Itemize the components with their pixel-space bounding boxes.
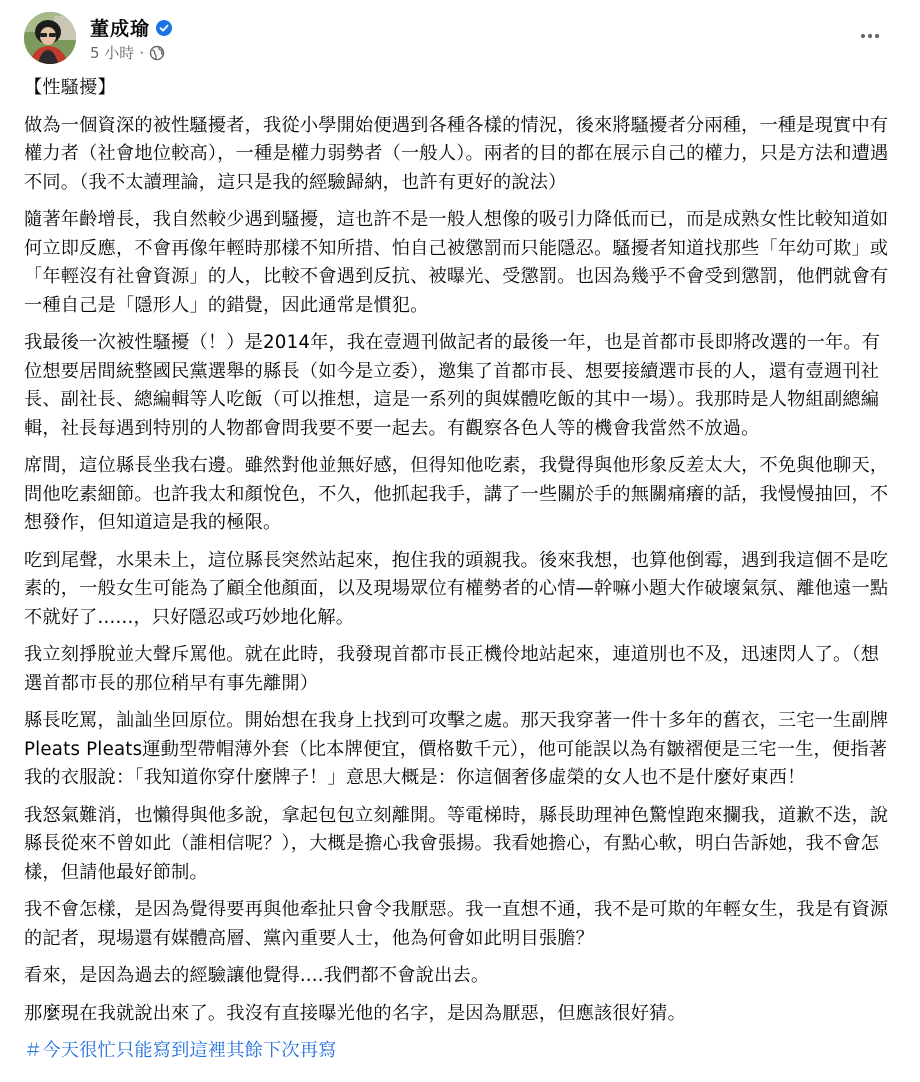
- post-header: [24, 12, 896, 64]
- post-paragraph: 看來，是因為過去的經驗讓他覺得....我們都不會說出去。: [24, 965, 490, 986]
- post-paragraph: 我最後一次被性騷擾（！）是2014年，我在壹週刊做記者的最後一年，也是首都市長即將改選的一年。有位想要居間統整國民黨選舉的縣長（如今是立委），邀集了首都市長、想要接續選市長的人，還有壹週刊社長、副社長、總編輯等人吃飯（可以推想，這是一系列的與媒體吃飯的其中一場）。我那時是人物組副總編輯，社長每遇到特別的人物都會問我要不要一起去。有觀察各色人等的機會我當然不放過。: [24, 332, 881, 439]
- post-paragraph: 我立刻掙脫並大聲斥罵他。就在此時，我發現首都市長正機伶地站起來，連道別也不及，迅速閃人了。（想選首都市長的那位稍早有事先離開）: [24, 644, 880, 694]
- post-meta: [90, 42, 165, 63]
- author-name[interactable]: 董成瑜: [90, 18, 151, 40]
- post-paragraph: 我不會怎樣，是因為覺得要再與他牽扯只會令我厭惡。我一直想不通，我不是可欺的年輕女生，我是有資源的記者，現場還有媒體高層、黨內重要人士，他為何會如此明目張膽？: [24, 899, 889, 949]
- post-paragraph: 我怒氣難消，也懶得與他多說，拿起包包立刻離開。等電梯時，縣長助理神色驚惶跑來攔我，道歉不迭，說縣長從來不曾如此（誰相信呢？），大概是擔心我會張揚。我看她擔心，有點心軟，明白告訴她，我不會怎樣，但請他最好節制。: [24, 804, 889, 883]
- post-paragraph: 那麼現在我就說出來了。我沒有直接曝光他的名字，是因為厭惡，但應該很好猜。: [24, 1002, 686, 1024]
- post-body: [24, 74, 890, 1075]
- more-horizontal-icon: [858, 24, 882, 48]
- author-line: [90, 14, 172, 41]
- post-paragraph: 吃到尾聲，水果未上，這位縣長突然站起來，抱住我的頭親我。後來我想，也算他倒霉，遇到我這個不是吃素的，一般女生可能為了顧全他顏面，以及現場眾位有權勢者的心情—幹嘛小題大作破壞氣氛、離他遠一點不就好了......，只好隱忍或巧妙地化解。: [24, 549, 889, 628]
- post-timestamp[interactable]: 5 小時: [90, 44, 135, 62]
- globe-icon[interactable]: [149, 45, 165, 61]
- more-options-button[interactable]: [852, 18, 888, 54]
- author-avatar[interactable]: [24, 12, 76, 64]
- avatar-image: [24, 12, 76, 64]
- post-paragraph: 席間，這位縣長坐我右邊。雖然對他並無好感，但得知他吃素，我覺得與他形象反差太大，不免與他聊天，問他吃素細節。也許我太和顏悅色，不久，他抓起我手，講了一些關於手的無關痛癢的話，我慢慢抽回，不想發作，但知道這是我的極限。: [24, 455, 889, 533]
- post-paragraph: 做為一個資深的被性騷擾者，我從小學開始便遇到各種各樣的情況，後來將騷擾者分兩種，一種是現實中有權力者（社會地位較高），一種是權力弱勢者（一般人）。兩者的目的都在展示自己的權力，只是方法和遭遇不同。（我不太讀理論，這只是我的經驗歸納，也許有更好的說法）: [24, 114, 889, 193]
- post-title: 【性騷擾】: [24, 77, 116, 98]
- hashtag-link[interactable]: ＃今天很忙只能寫到這裡其餘下次再寫: [24, 1040, 337, 1061]
- post-paragraph: 隨著年齡增長，我自然較少遇到騷擾，這也許不是一般人想像的吸引力降低而已，而是成熟女性比較知道如何立即反應，不會再像年輕時那樣不知所措、怕自己被懲罰而只能隱忍。騷擾者知道找那些「年幼可欺」或「年輕沒有社會資源」的人，比較不會遇到反抗、被曝光、受懲罰。也因為幾乎不會受到懲罰，他們就會有一種自己是「隱形人」的錯覺，因此通常是慣犯。: [24, 209, 889, 316]
- hashtag-line: [24, 1037, 890, 1066]
- meta-separator: ·: [139, 43, 145, 62]
- verified-badge-icon: [156, 20, 172, 36]
- post-paragraph: 縣長吃罵，訕訕坐回原位。開始想在我身上找到可攻擊之處。那天我穿著一件十多年的舊衣，三宅一生副牌Pleats Pleats運動型帶帽薄外套（比本牌便宜，價格數千元），他可能誤以為有皺褶便是三宅一生，便指著我的衣服說：「我知道你穿什麼牌子！」意思大概是：你這個奢侈虛榮的女人也不是什麼好東西！: [24, 710, 889, 788]
